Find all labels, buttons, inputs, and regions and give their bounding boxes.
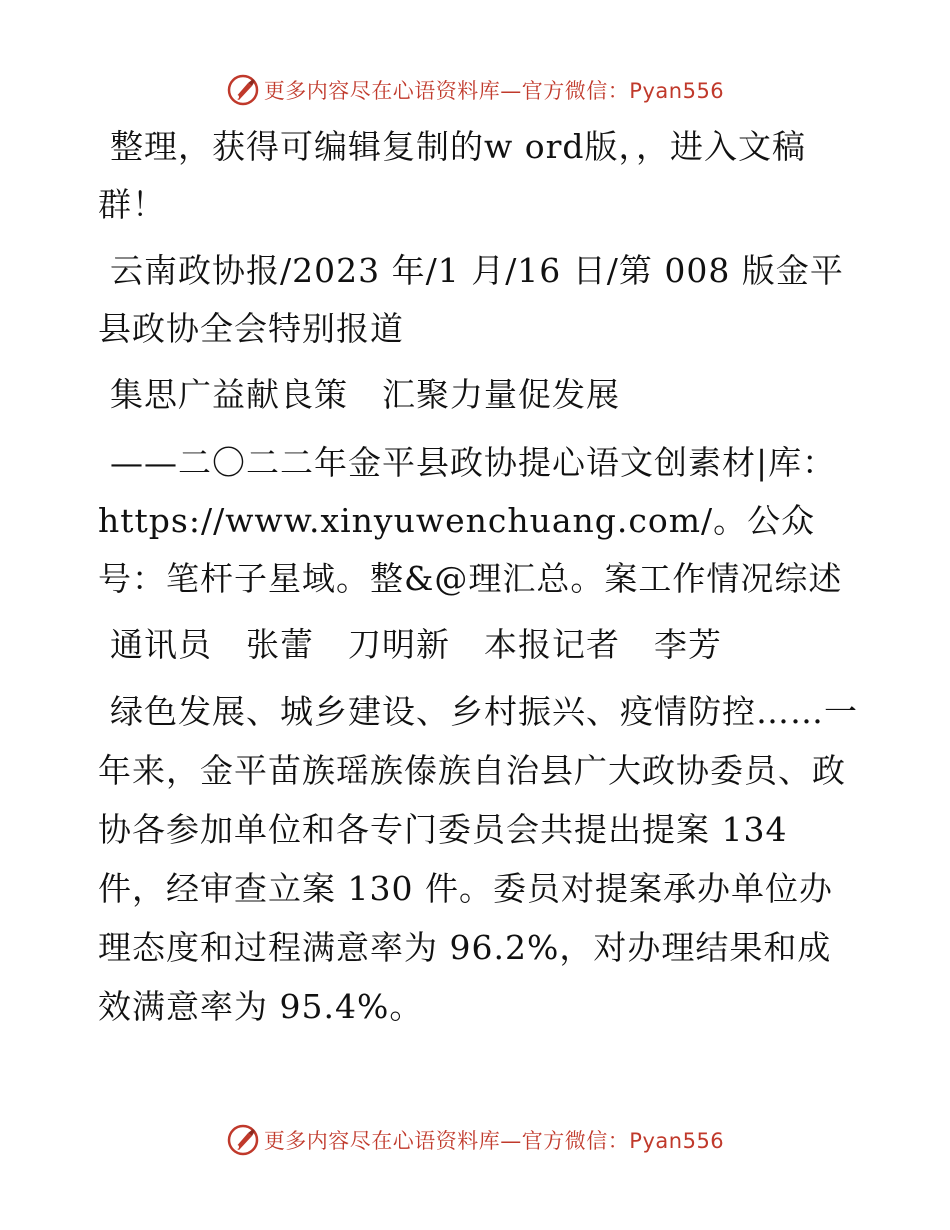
article-title: 集思广益献良策 汇聚力量促发展 xyxy=(110,375,620,414)
byline: 通讯员 张蕾 刀明新 本报记者 李芳 xyxy=(110,625,722,664)
footer-banner xyxy=(0,1120,950,1160)
document-body xyxy=(98,118,858,1044)
footer-banner-text: 更多内容尽在心语资料库—官方微信：Pyan556 xyxy=(263,1129,725,1153)
header-banner-text: 更多内容尽在心语资料库—官方微信：Pyan556 xyxy=(263,79,725,103)
intro-paragraph: 整理，获得可编辑复制的w ord版，，进入文稿群！ xyxy=(98,127,807,224)
body-paragraph: 绿色发展、城乡建设、乡村振兴、疫情防控……一年来，金平苗族瑶族傣族自治县广大政协委员、政协各参加单位和各专门委员会共提出提案 134 件，经审查立案 130 件。委员对提案承办单位办理态度和过程满意率为 96.2%，对办理结果和成效满意率为 95.4%。 xyxy=(98,692,858,1026)
source-line: 云南政协报/2023 年/1 月/16 日/第 008 版金平县政协全会特别报道 xyxy=(98,251,844,348)
quill-pen-logo-icon xyxy=(226,1123,260,1157)
header-banner xyxy=(0,70,950,110)
article-subtitle: ——二〇二二年金平县政协提心语文创素材|库：https://www.xinyuwenchuang.com/。公众号：笔杆子星域。整&@理汇总。案工作情况综述 xyxy=(98,443,843,598)
quill-pen-logo-icon xyxy=(226,73,260,107)
